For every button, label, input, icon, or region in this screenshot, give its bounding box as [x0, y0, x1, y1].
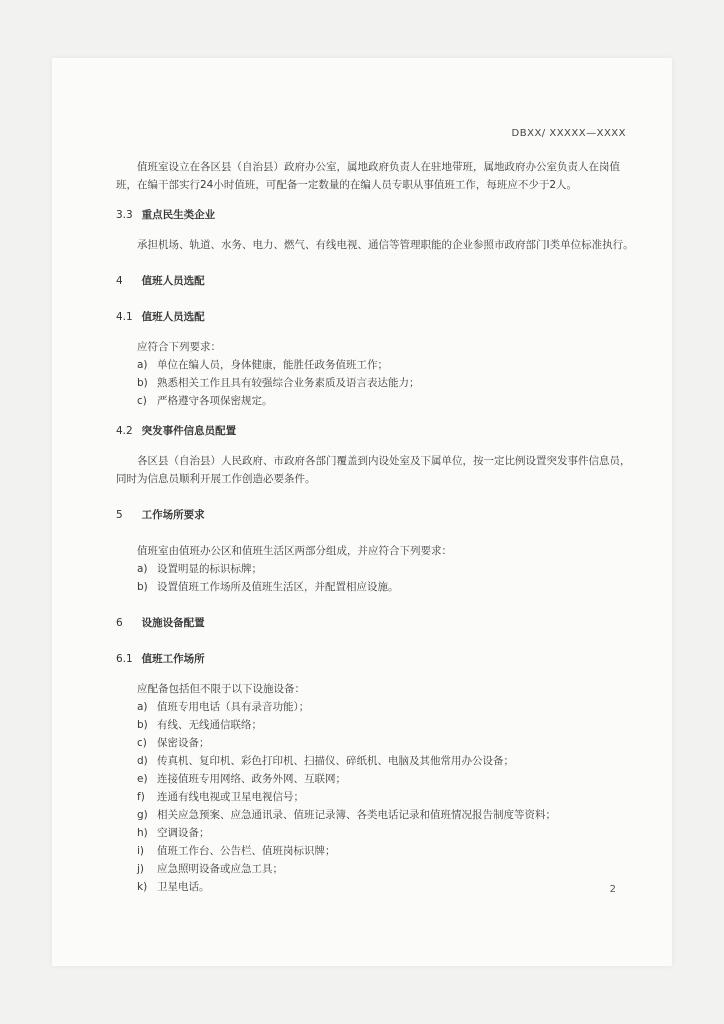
section-number: 4 — [116, 275, 123, 287]
list-item: i) 值班工作台、公告栏、值班岗标识牌； — [137, 845, 336, 857]
list-item: c) 保密设备； — [137, 737, 210, 749]
page-number: 2 — [609, 884, 616, 895]
document-code: DBXX/ XXXXX—XXXX — [511, 128, 626, 139]
section-title: 值班工作场所 — [141, 653, 205, 665]
section-title: 工作场所要求 — [141, 509, 205, 521]
paragraph-enterprises: 承担机场、轨道、水务、电力、燃气、有线电视、通信等管理职能的企业参照市政府部门Ⅰ类单位标准执行。 — [137, 239, 634, 251]
section-number: 5 — [116, 509, 123, 521]
list-4-1 — [116, 356, 636, 410]
paragraph-duty-room: 值班室设立在各区县（自治县）政府办公室，属地政府负责人在驻地带班，属地政府办公室负责人在岗值班，在编干部实行24小时值班，可配备一定数量的在编人员专职从事值班工作，每班应不少于2人。 — [116, 161, 620, 191]
section-title: 重点民生类企业 — [141, 209, 216, 221]
section-title: 值班人员选配 — [141, 275, 205, 287]
section-number: 4.1 — [116, 311, 133, 323]
section-6-heading — [116, 614, 636, 632]
list-item: j) 应急照明设备或应急工具； — [137, 863, 283, 875]
section-number: 4.2 — [116, 425, 133, 437]
list-item: b) 熟悉相关工作且具有较强综合业务素质及语言表达能力； — [137, 377, 420, 389]
list-item: a) 设置明显的标识标牌； — [137, 563, 262, 575]
list-item: a) 单位在编人员，身体健康，能胜任政务值班工作； — [137, 359, 388, 371]
section-number: 3.3 — [116, 209, 133, 221]
list-item: d) 传真机、复印机、彩色打印机、扫描仪、碎纸机、电脑及其他常用办公设备； — [137, 755, 514, 767]
paragraph-info-officers: 各区县（自治县）人民政府、市政府各部门覆盖到内设处室及下属单位，按一定比例设置突发事件信息员，同时为信息员顺利开展工作创造必要条件。 — [116, 455, 631, 485]
list-item: h) 空调设备； — [137, 827, 210, 839]
section-6-1-heading — [116, 650, 636, 668]
section-number: 6 — [116, 617, 123, 629]
list-item: k) 卫星电话。 — [137, 881, 210, 893]
section-number: 6.1 — [116, 653, 133, 665]
section-title: 设施设备配置 — [141, 617, 205, 629]
list-item: a) 值班专用电话（具有录音功能）； — [137, 701, 310, 713]
section-4-2-heading — [116, 422, 636, 440]
list-lead-6-1: 应配备包括但不限于以下设施设备： — [137, 683, 305, 695]
section-4-heading — [116, 272, 636, 290]
document-page — [52, 58, 672, 966]
list-lead-4-1: 应符合下列要求： — [137, 341, 221, 353]
list-item: e) 连接值班专用网络、政务外网、互联网； — [137, 773, 346, 785]
section-title: 突发事件信息员配置 — [141, 425, 237, 437]
list-item: b) 有线、无线通信联络； — [137, 719, 262, 731]
section-3-3-heading — [116, 206, 636, 224]
list-item: g) 相关应急预案、应急通讯录、值班记录簿、各类电话记录和值班情况报告制度等资料； — [137, 809, 556, 821]
section-4-1-heading — [116, 308, 636, 326]
list-5 — [116, 560, 636, 596]
section-title: 值班人员选配 — [141, 311, 205, 323]
list-item: b) 设置值班工作场所及值班生活区，并配置相应设施。 — [137, 581, 399, 593]
paragraph-workplace: 值班室由值班办公区和值班生活区两部分组成，并应符合下列要求： — [137, 545, 452, 557]
list-item: f) 连通有线电视或卫星电视信号； — [137, 791, 304, 803]
page-content — [116, 158, 636, 896]
list-6-1 — [116, 698, 636, 896]
list-item: c) 严格遵守各项保密规定。 — [137, 395, 273, 407]
section-5-heading — [116, 506, 636, 524]
